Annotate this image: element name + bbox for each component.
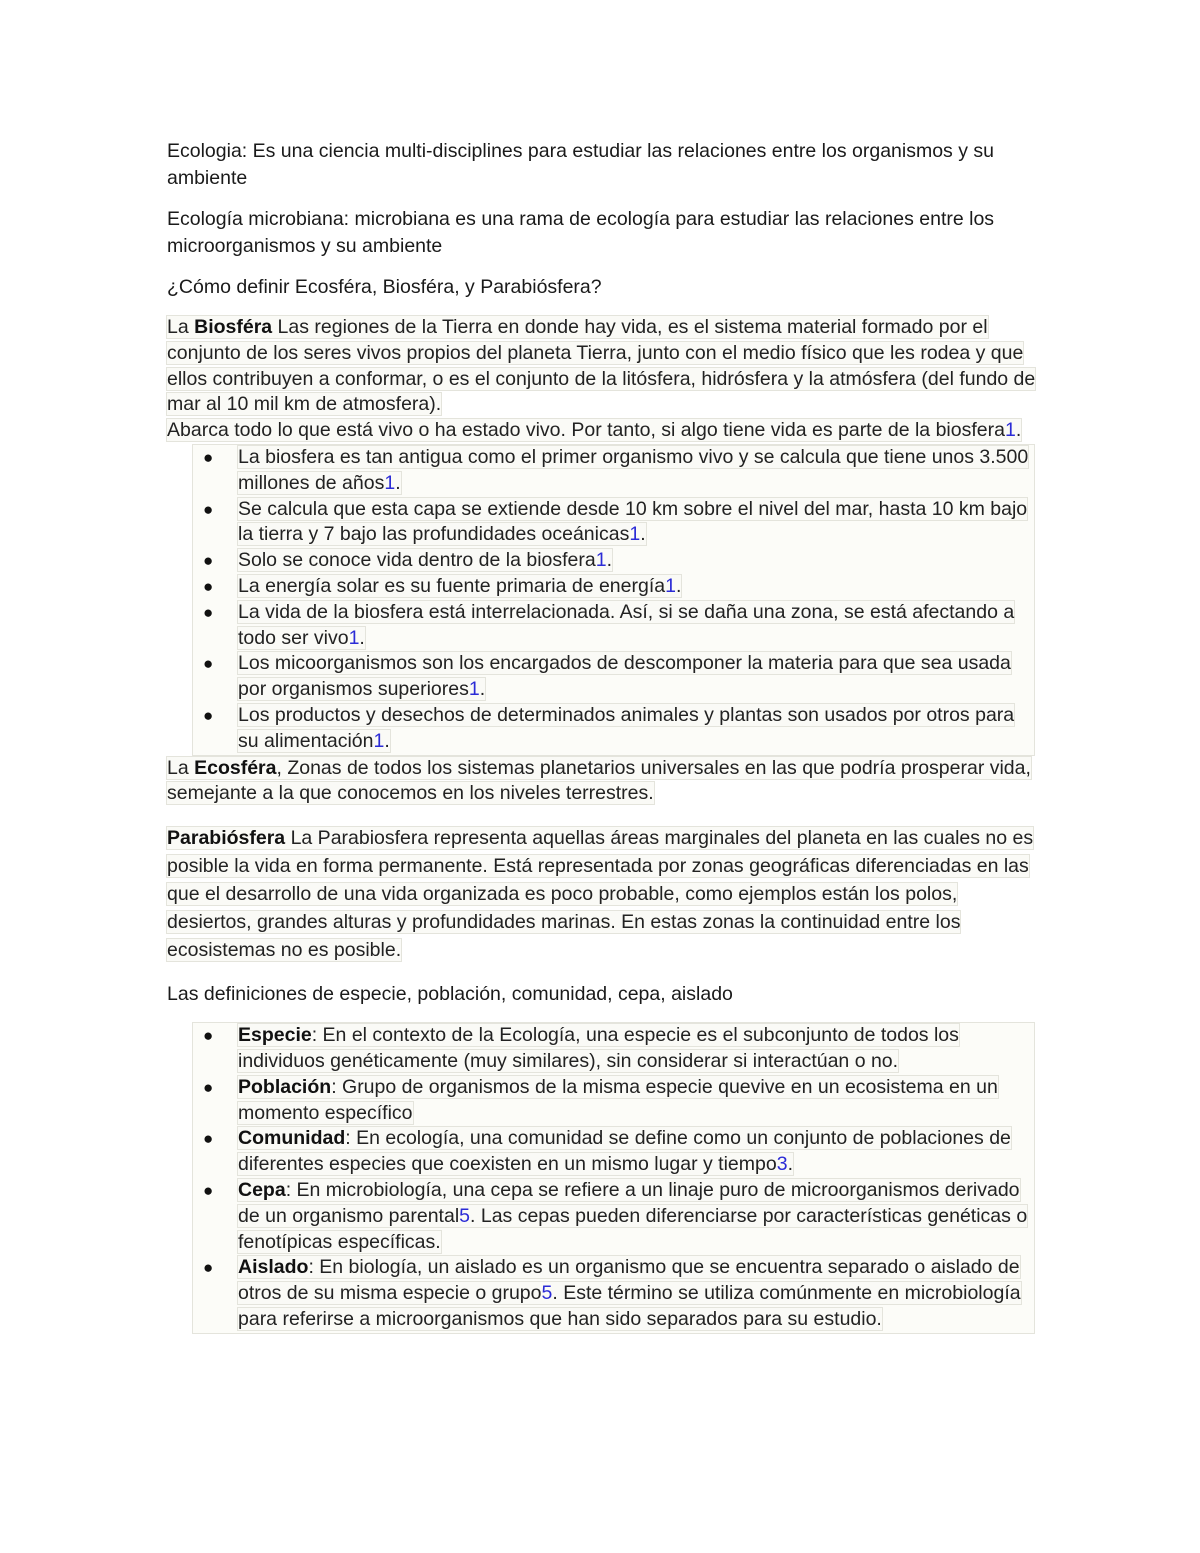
list-item xyxy=(193,445,1034,497)
footnote-link[interactable]: 1 xyxy=(373,729,385,752)
ecosfera-term: Ecosféra xyxy=(194,756,277,779)
definition-term: Comunidad xyxy=(238,1127,346,1150)
definition-term: Cepa xyxy=(238,1178,286,1201)
bullet-text: Solo se conoce vida dentro de la biosfera xyxy=(238,549,596,572)
bullet-text: La energía solar es su fuente primaria de energía xyxy=(238,574,666,597)
abarca-text: Abarca todo lo que está vivo o ha estado vivo. Por tanto, si algo tiene vida es parte de la biosfera xyxy=(167,419,1005,442)
list-item xyxy=(193,1023,1034,1075)
definition-text: : En ecología, una comunidad se define como un conjunto de poblaciones de diferentes especies que coexisten en un mismo lugar y tiempo xyxy=(238,1127,1011,1176)
parabiosfera-paragraph xyxy=(167,827,1033,961)
biosfera-section xyxy=(167,315,1037,444)
bullet-text: Los productos y desechos de determinados animales y plantas son usados por otros para su alimentación xyxy=(238,703,1015,752)
definition-after: . Este término se utiliza comúnmente en microbiología para referirse a microorganismos que han sido separados para su estudio. xyxy=(238,1282,1021,1330)
bullet-end: . xyxy=(675,574,682,597)
bullet-icon: ● xyxy=(203,1077,214,1097)
list-item-text xyxy=(238,498,1027,546)
footnote-link[interactable]: 5 xyxy=(541,1282,553,1305)
list-item-text xyxy=(238,601,1014,649)
bullet-text: Los micoorganismos son los encargados de descomponer la materia para que sea usada por organismos superiores xyxy=(238,652,1011,701)
list-item-text xyxy=(238,446,1028,494)
list-item xyxy=(193,574,1034,600)
list-item-text xyxy=(238,1256,1021,1330)
bullet-end: . xyxy=(395,471,401,494)
bullet-icon: ● xyxy=(203,1258,214,1278)
ecosfera-text: , Zonas de todos los sistemas planetarios universales en las que podría prosperar vida, semejante a la que conocemos en los niveles terrestres. xyxy=(167,756,1031,805)
bullet-icon: ● xyxy=(203,1026,214,1046)
definition-text: : En el contexto de la Ecología, una especie es el subconjunto de todos los individuos genéticamente (muy similares), sin considerar si interactúan o no. xyxy=(238,1024,959,1072)
bullet-icon: ● xyxy=(203,551,214,571)
definition-term: Población xyxy=(238,1075,332,1098)
definition-term: Aislado xyxy=(238,1256,309,1279)
footnote-link[interactable]: 1 xyxy=(384,471,396,494)
bullet-icon: ● xyxy=(203,602,214,622)
list-item xyxy=(193,600,1034,652)
abarca-paragraph xyxy=(167,419,1021,441)
list-item-text xyxy=(238,1179,1027,1253)
bullet-icon: ● xyxy=(203,654,214,674)
ecosfera-pre: La xyxy=(167,756,195,779)
bullet-text: La biosfera es tan antigua como el primer organismo vivo y se calcula que tiene unos 3.500 millones de años xyxy=(238,445,1029,494)
ecosfera-paragraph xyxy=(167,757,1031,805)
list-item xyxy=(193,1255,1034,1332)
definiciones-list xyxy=(192,1022,1035,1334)
bullet-end: . xyxy=(479,678,486,701)
list-item-text xyxy=(238,1127,1011,1175)
bullet-text: Se calcula que esta capa se extiende desde 10 km sobre el nivel del mar, hasta 10 km bajo la tierra y 7 bajo las profundidades oceánicas xyxy=(238,497,1028,546)
ecologia-microbiana-definition: Ecología microbiana: microbiana es una rama de ecología para estudiar las relaciones entre los microorganismos y su ambiente xyxy=(167,208,995,257)
document-page xyxy=(167,138,1037,1334)
bullet-text: La vida de la biosfera está interrelacionada. Así, si se daña una zona, se está afectando a todo ser vivo xyxy=(238,600,1015,649)
list-item xyxy=(193,1075,1034,1127)
footnote-link[interactable]: 5 xyxy=(459,1204,471,1227)
definition-term: Especie xyxy=(238,1024,312,1047)
footnote-link[interactable]: 3 xyxy=(776,1153,788,1176)
definiciones-heading: Las definiciones de especie, población, comunidad, cepa, aislado xyxy=(167,983,733,1006)
abarca-end: . xyxy=(1015,419,1022,442)
bullet-end: . xyxy=(359,626,365,649)
definition-text: : En microbiología, una cepa se refiere a un linaje puro de microorganismos derivado de un organismo parental xyxy=(238,1178,1020,1227)
list-item xyxy=(193,703,1034,755)
biosfera-text: Las regiones de la Tierra en donde hay vida, es el sistema material formado por el conjunto de los seres vivos propios del planeta Tierra, junto con el medio físico que les rodea y que ellos contribuyen a conformar, o es el conjunto de la litósfera, hidrósfera y la atmósfera (del fundo de mar al 10 mil km de atmosfera). xyxy=(167,316,1036,416)
list-item xyxy=(193,1178,1034,1255)
list-item-text xyxy=(238,575,681,597)
list-item xyxy=(193,651,1034,703)
definition-after: . Las cepas pueden diferenciarse por características genéticas o fenotípicas específicas. xyxy=(238,1204,1028,1253)
list-item xyxy=(193,1126,1034,1178)
definition-after: . xyxy=(787,1153,793,1176)
list-item-text xyxy=(238,549,612,571)
list-item xyxy=(193,497,1034,549)
ecosfera-section xyxy=(167,756,1037,808)
footnote-link[interactable]: 1 xyxy=(665,574,676,597)
list-item-text xyxy=(238,652,1011,700)
ecologia-definition: Ecologia: Es una ciencia multi-disciplines para estudiar las relaciones entre los organismos y su ambiente xyxy=(167,140,994,189)
biosfera-pre: La xyxy=(167,316,195,338)
list-item-text xyxy=(238,1024,959,1072)
definition-text: : Grupo de organismos de la misma especie quevive en un ecosistema en un momento específico xyxy=(238,1075,998,1124)
bullet-icon: ● xyxy=(203,705,214,725)
footnote-link[interactable]: 1 xyxy=(1004,419,1016,442)
bullet-end: . xyxy=(640,523,646,546)
parabiosfera-term: Parabiósfera xyxy=(167,827,286,850)
list-item-text xyxy=(238,1076,998,1124)
footnote-link[interactable]: 1 xyxy=(468,678,480,701)
bullet-icon: ● xyxy=(203,576,214,596)
bullet-icon: ● xyxy=(203,1180,214,1200)
bullet-icon: ● xyxy=(203,447,214,467)
bullet-end: . xyxy=(606,549,613,572)
biosfera-bullet-list xyxy=(192,444,1035,756)
footnote-link[interactable]: 1 xyxy=(595,549,607,572)
question-heading: ¿Cómo definir Ecosféra, Biosféra, y Parabiósfera? xyxy=(167,276,602,298)
bullet-icon: ● xyxy=(203,1129,214,1149)
bullet-icon: ● xyxy=(203,499,214,519)
list-item xyxy=(193,548,1034,574)
bullet-end: . xyxy=(384,729,390,752)
footnote-link[interactable]: 1 xyxy=(629,523,641,546)
parabiosfera-text: La Parabiosfera representa aquellas áreas marginales del planeta en las cuales no es posible la vida en forma permanente. Está representada por zonas geográficas diferenciadas en las que el desarrollo de una vida organizada es poco probable, como ejemplos están los polos, desiertos, grandes alturas y profundidades marinas. En estas zonas la continuidad entre los ecosistemas no es posible. xyxy=(167,827,1034,962)
parabiosfera-section xyxy=(167,824,1037,964)
definition-text: : En biología, un aislado es un organismo que se encuentra separado o aislado de otros de su misma especie o grupo xyxy=(238,1256,1020,1305)
list-item-text xyxy=(238,704,1014,752)
biosfera-paragraph xyxy=(167,316,1035,415)
biosfera-term: Biosféra xyxy=(194,316,273,338)
footnote-link[interactable]: 1 xyxy=(348,626,360,649)
